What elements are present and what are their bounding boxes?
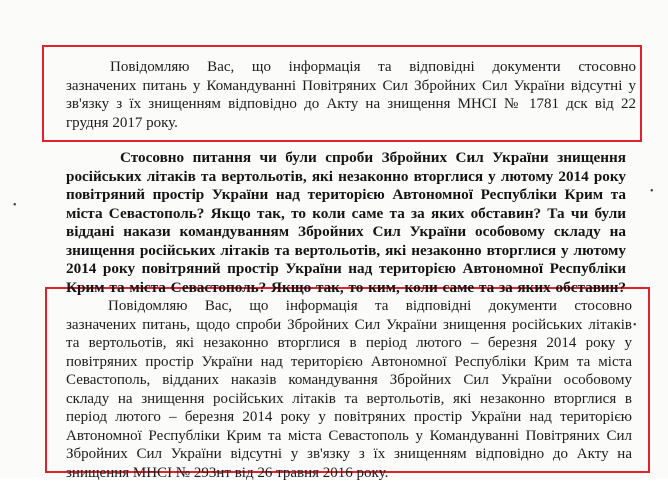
text-line: зазначених питань у Командуванні Повітряних Сил Збройних Сил України відсутні у [66, 77, 636, 96]
text-line: Повідомляю Вас, що інформація та відповідні документи стосовно [66, 297, 632, 316]
text-line: Автономної Республіки Крим та міста Севастополь у Командуванні Повітряних Сил [66, 427, 632, 446]
text-line: Крим та міста Севастополь? Якщо так, то ким, коли саме та за яких обставин? [66, 279, 626, 298]
second-answer-paragraph [66, 297, 632, 482]
text-line: повітряних простір України над територією Автономної Республіки Крим та міста [66, 353, 632, 372]
text-line: 2014 року повітряний простір України над територією Автономної Республіки [66, 260, 626, 279]
text-line: знищення МНСІ № 293нт від 26 травня 2016 року. [66, 464, 632, 482]
scan-speck: • [650, 186, 654, 197]
text-line: зв'язку з їх знищенням відповідно до Акту на знищення МНСІ № 1781 дск від 22 [66, 95, 636, 114]
text-line: міста Севастополь? Якщо так, то коли саме та за яких обставин? Та чи були [66, 205, 626, 224]
text-line: період лютого – березня 2014 року у повітряних простір України над територією [66, 408, 632, 427]
text-line: грудня 2017 року. [66, 114, 636, 133]
text-line: російських літаків та вертольотів, які незаконно вторглися у лютому 2014 року [66, 168, 626, 187]
text-line: повітряний простір України над територією Автономної Республіки Крим та [66, 186, 626, 205]
first-answer-paragraph [66, 58, 636, 132]
scan-speck: • [633, 320, 637, 331]
text-line: складу на знищення російських літаків та вертольотів, які незаконно вторглися в [66, 390, 632, 409]
text-line: Повідомляю Вас, що інформація та відповідні документи стосовно [66, 58, 636, 77]
text-line: Севастополь, відданих наказів командування Збройних Сил України особовому [66, 371, 632, 390]
text-line: Стосовно питання чи були спроби Збройних Сил України знищення [66, 149, 626, 168]
scan-speck: • [13, 200, 17, 211]
text-line: та вертольотів, які незаконно вторглися в період лютого – березня 2014 року у [66, 334, 632, 353]
text-line: зазначених питань, щодо спроби Збройних Сил України знищення російських літаків [66, 316, 632, 335]
question-paragraph [66, 149, 626, 297]
text-line: Збройних Сил України відсутні у зв'язку з їх знищенням відповідно до Акту на [66, 445, 632, 464]
text-line: віддані накази командуванням Збройних Сил України особовому складу на [66, 223, 626, 242]
text-line: знищення російських літаків та вертольотів, які незаконно вторглися у лютому [66, 242, 626, 261]
